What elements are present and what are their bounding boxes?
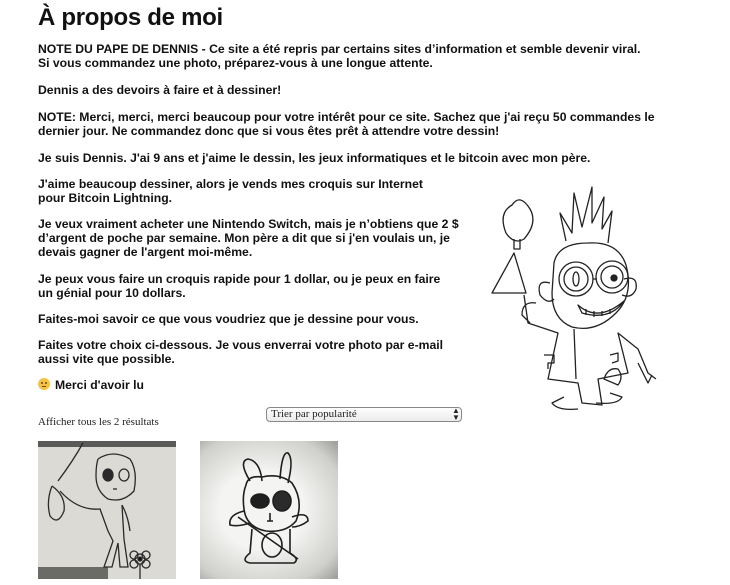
pricing-paragraph: Je peux vous faire un croquis rapide pour 1 dollar, ou je peux en faire un génial pour 10 dollars.: [38, 272, 441, 300]
homework-paragraph: Dennis a des devoirs à faire et à dessiner!: [38, 83, 282, 97]
mad-scientist-icon: [478, 183, 658, 418]
thanks-line: [38, 378, 144, 392]
dad-note-paragraph: NOTE DU PAPE DE DENNIS - Ce site a été repris par certains sites d’information et semble devenir viral. Si vous commandez une photo, préparez-vous à une longue attente.: [38, 42, 641, 70]
nintendo-paragraph: Je veux vraiment acheter une Nintendo Switch, mais je n’obtiens que 2 $ d’argent de poche par semaine. Mon père a dit que si j'en voulais un, je devais gagner de l'argent moi-même.: [38, 217, 459, 259]
request-paragraph: Faites-moi savoir ce que vous voudriez que je dessine pour vous.: [38, 312, 419, 326]
sort-select-value: Trier par popularité: [271, 408, 357, 420]
order-paragraph: Faites votre choix ci-dessous. Je vous enverrai votre photo par e-mail aussi vite que possible.: [38, 338, 444, 366]
product-thumbnail-bunny[interactable]: [200, 441, 338, 579]
boy-sketch-icon: [38, 441, 176, 579]
intro-paragraph: Je suis Dennis. J'ai 9 ans et j'aime le dessin, les jeux informatiques et le bitcoin avec mon père.: [38, 151, 591, 165]
product-thumbnail-boy[interactable]: [38, 441, 176, 579]
sort-select[interactable]: [266, 407, 462, 422]
thanks-note-paragraph: NOTE: Merci, merci, merci beaucoup pour votre intérêt pour ce site. Sachez que j'ai reçu 50 commandes le dernier jour. Ne commandez donc que si vous êtes prêt à attendre votre dessin!: [38, 110, 655, 138]
page-title: À propos de moi: [38, 4, 223, 31]
thanks-text: Merci d'avoir lu: [55, 378, 144, 392]
sell-sketches-paragraph: J'aime beaucoup dessiner, alors je vends mes croquis sur Internet pour Bitcoin Lightning.: [38, 177, 423, 205]
select-arrows-icon: ▲ ▼: [452, 406, 460, 422]
bunny-sketch-icon: [200, 441, 338, 579]
result-count: Afficher tous les 2 résultats: [38, 416, 159, 428]
smiley-emoji-icon: [38, 378, 50, 390]
scientist-illustration: [478, 183, 658, 418]
